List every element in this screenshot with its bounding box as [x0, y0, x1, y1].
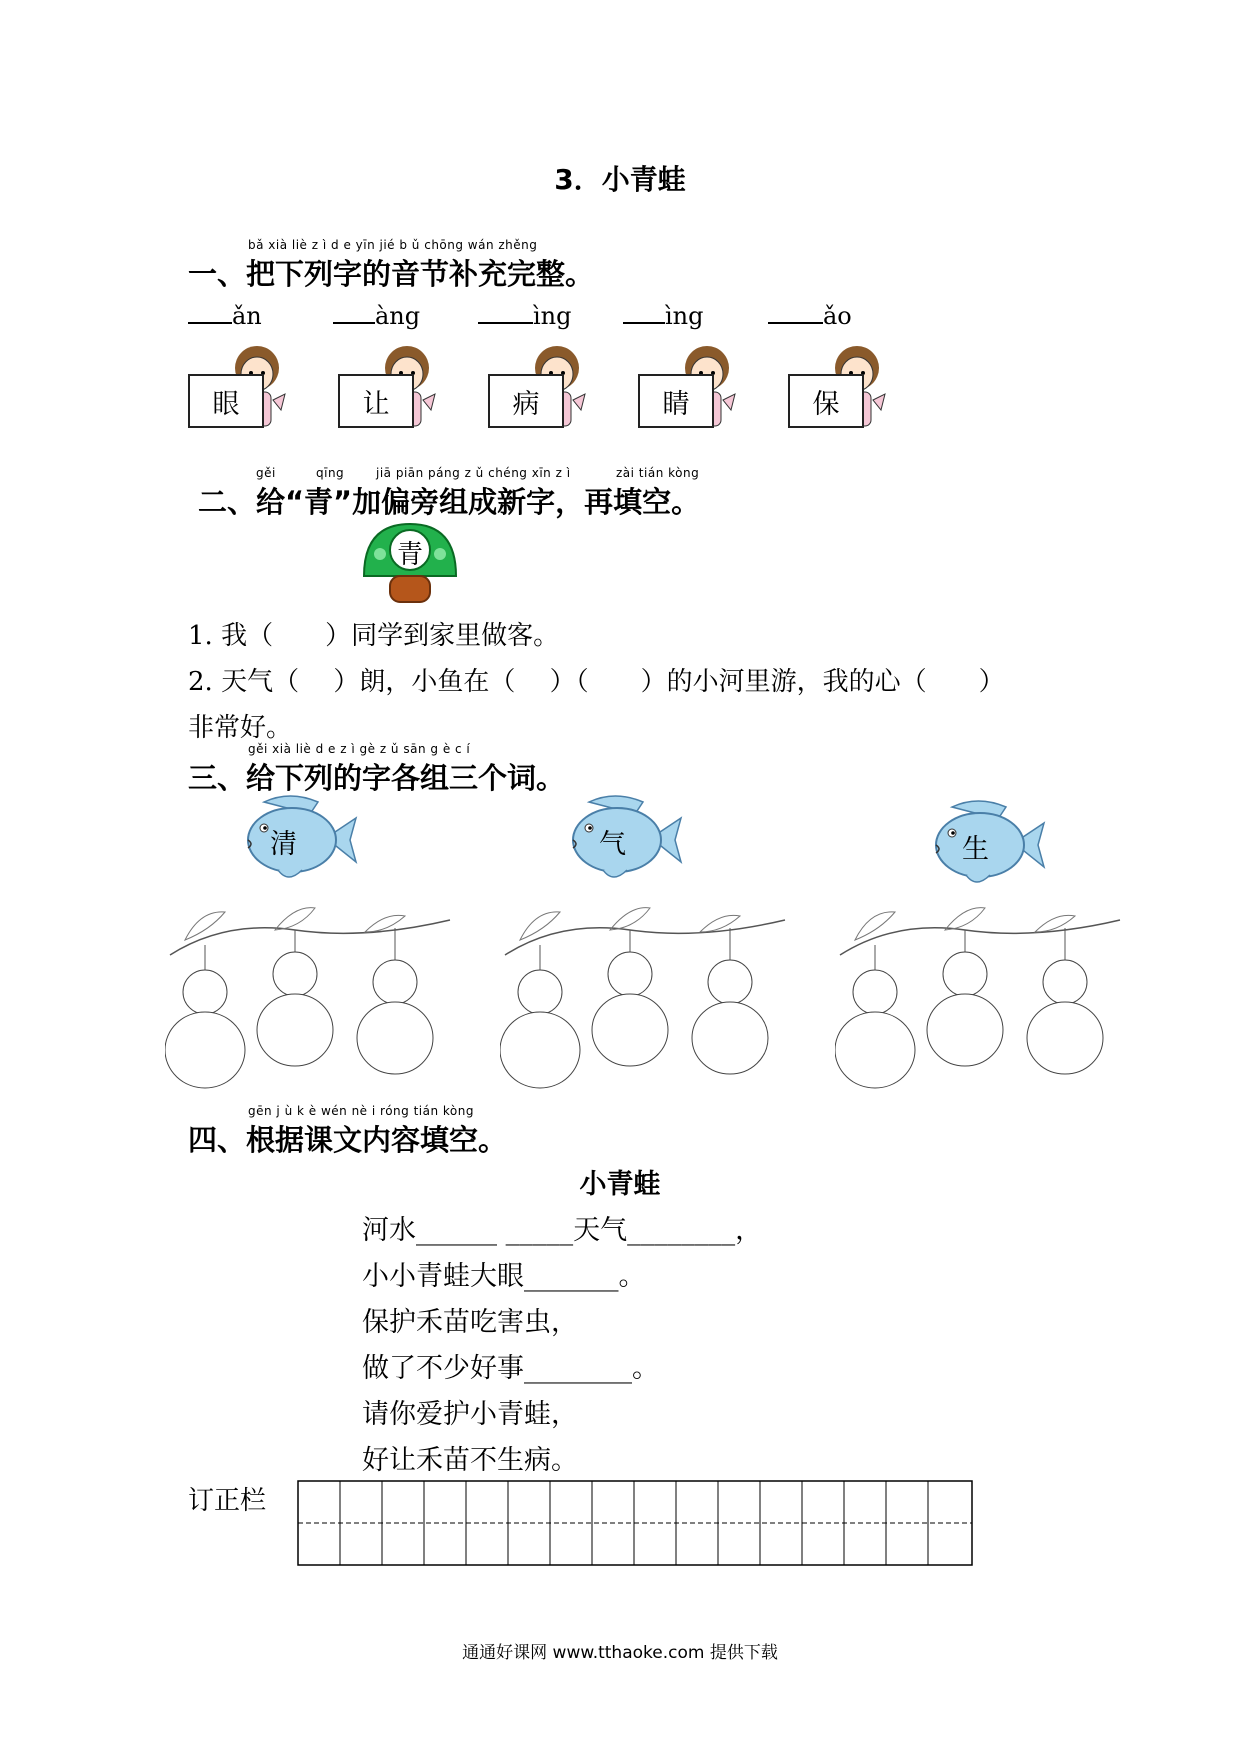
pinyin-blank-1[interactable]: ǎn	[188, 300, 262, 330]
char-box	[338, 374, 414, 428]
girl-card-3	[488, 340, 588, 430]
fish-3	[928, 795, 1048, 890]
poem-line-1: 河水______ _____天气________，	[362, 1215, 763, 1246]
section4-pinyin: gēn j ù k è wén nè i róng tián kòng	[248, 1104, 474, 1118]
char-box	[638, 374, 714, 428]
section4-heading: 四、根据课文内容填空。	[188, 1123, 508, 1157]
poem-line-5: 请你爱护小青蛙，	[362, 1399, 578, 1430]
char-text: 睛	[662, 388, 690, 420]
correction-label: 订正栏	[188, 1486, 267, 1516]
gourd-vine-2	[500, 900, 790, 1090]
poem-title: 小青蛙	[579, 1169, 661, 1200]
correction-grid[interactable]	[297, 1480, 973, 1566]
page-title: 3．小青蛙	[554, 163, 686, 196]
section1-pinyin: bǎ xià liè z ì d e yīn jié b ǔ chōng wán zhěng	[248, 238, 538, 252]
girl-card-2	[338, 340, 438, 430]
char-box	[188, 374, 264, 428]
fish-icon	[240, 790, 360, 885]
fill-sentence-1: 1. 我（ ）同学到家里做客。	[188, 621, 560, 651]
section3-heading: 三、给下列的字各组三个词。	[188, 761, 566, 795]
section3-pinyin: gěi xià liè d e z ì gè z ǔ sān g è c í	[248, 742, 471, 756]
girl-card-4	[638, 340, 738, 430]
mushroom-char: 青	[396, 540, 423, 570]
pinyin-blank-5[interactable]: ǎo	[768, 300, 852, 330]
gourd-vine-1	[165, 900, 455, 1090]
section1-heading: 一、把下列字的音节补充完整。	[188, 257, 595, 291]
mushroom	[360, 520, 460, 604]
fish-1	[240, 790, 360, 885]
gourd-vine-3	[835, 900, 1125, 1090]
girl-card-5	[788, 340, 888, 430]
poem-line-2: 小小青蛙大眼_______。	[362, 1261, 646, 1292]
section2-pinyin-gei: gěi	[256, 466, 276, 480]
char-text: 保	[812, 388, 840, 420]
section2-heading: 二、给“青”加偏旁组成新字，再填空。	[198, 485, 701, 519]
pinyin-blank-4[interactable]: ìng	[623, 300, 704, 330]
poem-line-6: 好让禾苗不生病。	[362, 1445, 578, 1476]
girl-card-1	[188, 340, 288, 430]
char-text: 让	[362, 388, 390, 420]
char-box	[488, 374, 564, 428]
pinyin-blank-3[interactable]: ìng	[478, 300, 572, 330]
char-box	[788, 374, 864, 428]
pinyin-blank-2[interactable]: àng	[333, 300, 420, 330]
fish-char: 生	[962, 834, 989, 865]
fill-sentence-2: 2. 天气（ ）朗，小鱼在（ ）（ ）的小河里游，我的心（ ）	[188, 667, 1005, 697]
section2-pinyin-qing: qīng	[316, 466, 345, 480]
char-text: 病	[512, 388, 540, 420]
fish-2	[565, 790, 685, 885]
fish-char: 清	[270, 829, 297, 860]
section2-pinyin-jia: jiā piān páng z ǔ chéng xīn z ì	[376, 466, 571, 480]
section2-pinyin-zai: zài tián kòng	[616, 466, 700, 480]
char-text: 眼	[212, 388, 240, 420]
poem-line-4: 做了不少好事________。	[362, 1353, 659, 1384]
footer-credit: 通通好课网 www.tthaoke.com 提供下载	[462, 1643, 778, 1663]
fill-sentence-2-cont: 非常好。	[188, 713, 293, 743]
poem-line-3: 保护禾苗吃害虫，	[362, 1307, 578, 1338]
fish-char: 气	[599, 829, 626, 860]
